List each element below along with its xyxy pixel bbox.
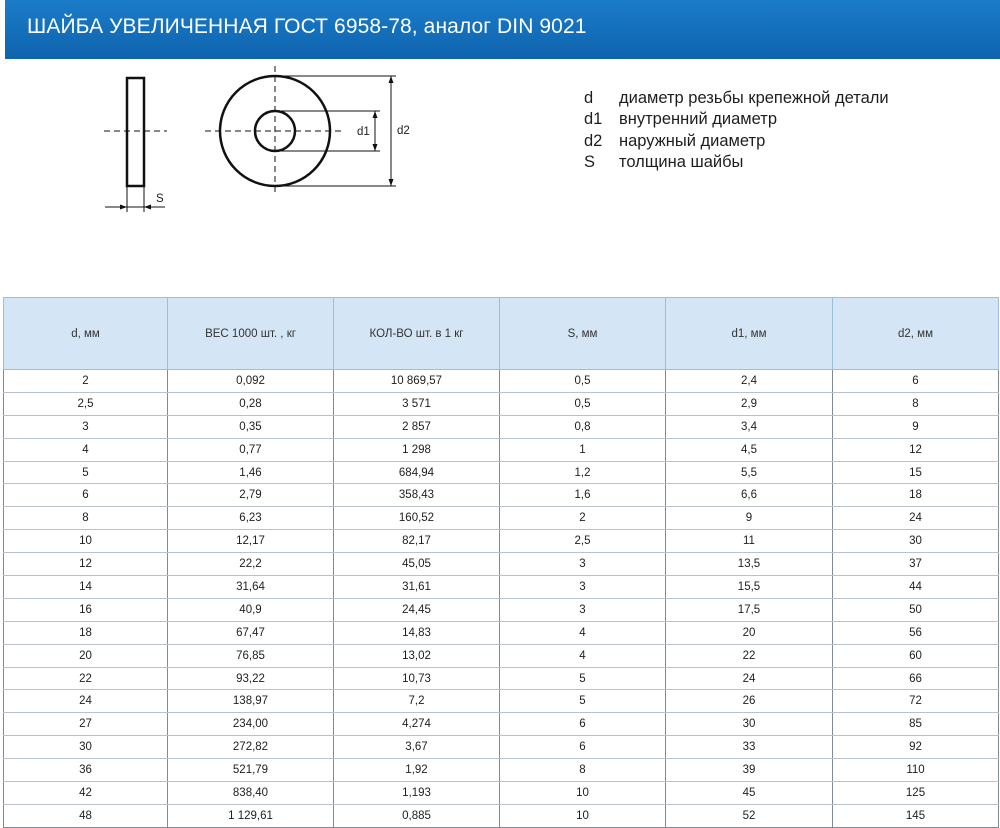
- cell-d1: 45: [666, 782, 833, 805]
- cell-d: 5: [4, 461, 168, 484]
- legend-text: толщина шайбы: [619, 152, 744, 171]
- cell-d: 2: [4, 370, 168, 393]
- cell-s: 5: [500, 667, 666, 690]
- cell-d: 18: [4, 621, 168, 644]
- cell-weight: 1,46: [168, 461, 334, 484]
- cell-weight: 0,28: [168, 392, 334, 415]
- cell-d1: 2,9: [666, 392, 833, 415]
- column-header-d2: d2, мм: [833, 298, 999, 370]
- cell-d1: 13,5: [666, 553, 833, 576]
- cell-d1: 22: [666, 644, 833, 667]
- cell-quantity: 4,274: [334, 713, 500, 736]
- page-title: ШАЙБА УВЕЛИЧЕННАЯ ГОСТ 6958-78, аналог DIN 9021: [27, 15, 587, 38]
- cell-quantity: 10,73: [334, 667, 500, 690]
- cell-d1: 15,5: [666, 576, 833, 599]
- legend-row: [584, 109, 889, 130]
- cell-quantity: 358,43: [334, 484, 500, 507]
- cell-s: 8: [500, 759, 666, 782]
- cell-quantity: 3,67: [334, 736, 500, 759]
- cell-d: 10: [4, 530, 168, 553]
- cell-s: 10: [500, 804, 666, 827]
- cell-d1: 4,5: [666, 438, 833, 461]
- cell-weight: 234,00: [168, 713, 334, 736]
- table-header-row: [4, 298, 999, 370]
- cell-weight: 272,82: [168, 736, 334, 759]
- cell-weight: 2,79: [168, 484, 334, 507]
- label-d1: d1: [357, 126, 370, 138]
- cell-s: 0,5: [500, 392, 666, 415]
- cell-quantity: 82,17: [334, 530, 500, 553]
- cell-d1: 5,5: [666, 461, 833, 484]
- symbol-legend: [584, 88, 889, 173]
- cell-quantity: 2 857: [334, 415, 500, 438]
- table-row: [4, 759, 999, 782]
- cell-d1: 33: [666, 736, 833, 759]
- cell-d1: 11: [666, 530, 833, 553]
- cell-d: 42: [4, 782, 168, 805]
- cell-weight: 1 129,61: [168, 804, 334, 827]
- cell-d: 16: [4, 598, 168, 621]
- label-s: S: [156, 193, 164, 205]
- cell-s: 1: [500, 438, 666, 461]
- legend-symbol: S: [584, 152, 596, 171]
- cell-d2: 66: [833, 667, 999, 690]
- table-row: [4, 644, 999, 667]
- cell-d: 8: [4, 507, 168, 530]
- cell-d2: 110: [833, 759, 999, 782]
- cell-s: 1,6: [500, 484, 666, 507]
- legend-symbol: d1: [584, 110, 603, 129]
- cell-d2: 37: [833, 553, 999, 576]
- cell-weight: 521,79: [168, 759, 334, 782]
- cell-s: 0,8: [500, 415, 666, 438]
- cell-weight: 838,40: [168, 782, 334, 805]
- table-row: [4, 415, 999, 438]
- washer-front-view: [205, 66, 410, 196]
- cell-quantity: 1 298: [334, 438, 500, 461]
- cell-d1: 26: [666, 690, 833, 713]
- cell-weight: 12,17: [168, 530, 334, 553]
- cell-d1: 17,5: [666, 598, 833, 621]
- cell-weight: 0,35: [168, 415, 334, 438]
- cell-weight: 0,092: [168, 370, 334, 393]
- cell-s: 4: [500, 621, 666, 644]
- cell-quantity: 45,05: [334, 553, 500, 576]
- table-row: [4, 667, 999, 690]
- cell-d2: 18: [833, 484, 999, 507]
- cell-d: 20: [4, 644, 168, 667]
- cell-quantity: 684,94: [334, 461, 500, 484]
- cell-d2: 12: [833, 438, 999, 461]
- table-body: [4, 370, 999, 828]
- legend-row: [584, 131, 889, 152]
- cell-d: 48: [4, 804, 168, 827]
- cell-s: 10: [500, 782, 666, 805]
- cell-d2: 92: [833, 736, 999, 759]
- cell-quantity: 1,193: [334, 782, 500, 805]
- cell-d: 30: [4, 736, 168, 759]
- table-row: [4, 438, 999, 461]
- cell-s: 3: [500, 598, 666, 621]
- table-row: [4, 530, 999, 553]
- cell-s: 1,2: [500, 461, 666, 484]
- legend-symbol: d: [584, 89, 594, 107]
- cell-s: 0,5: [500, 370, 666, 393]
- cell-d1: 2,4: [666, 370, 833, 393]
- cell-s: 3: [500, 553, 666, 576]
- cell-d: 12: [4, 553, 168, 576]
- column-header-d1: d1, мм: [666, 298, 833, 370]
- cell-s: 5: [500, 690, 666, 713]
- cell-d2: 56: [833, 621, 999, 644]
- cell-d: 6: [4, 484, 168, 507]
- cell-d1: 24: [666, 667, 833, 690]
- label-d2: d2: [397, 125, 410, 137]
- title-banner: [5, 0, 1000, 59]
- cell-weight: 138,97: [168, 690, 334, 713]
- column-header-d: d, мм: [4, 298, 168, 370]
- table-row: [4, 804, 999, 827]
- cell-quantity: 160,52: [334, 507, 500, 530]
- cell-d2: 72: [833, 690, 999, 713]
- legend-symbol: d2: [584, 131, 603, 150]
- cell-weight: 22,2: [168, 553, 334, 576]
- cell-weight: 76,85: [168, 644, 334, 667]
- cell-d1: 52: [666, 804, 833, 827]
- table-row: [4, 713, 999, 736]
- cell-s: 6: [500, 736, 666, 759]
- cell-d1: 20: [666, 621, 833, 644]
- cell-weight: 93,22: [168, 667, 334, 690]
- cell-d: 22: [4, 667, 168, 690]
- cell-d: 3: [4, 415, 168, 438]
- cell-quantity: 7,2: [334, 690, 500, 713]
- table-row: [4, 484, 999, 507]
- cell-quantity: 0,885: [334, 804, 500, 827]
- table-row: [4, 392, 999, 415]
- table-row: [4, 782, 999, 805]
- cell-weight: 40,9: [168, 598, 334, 621]
- table-row: [4, 736, 999, 759]
- cell-d: 14: [4, 576, 168, 599]
- cell-d: 36: [4, 759, 168, 782]
- cell-s: 4: [500, 644, 666, 667]
- cell-s: 2,5: [500, 530, 666, 553]
- table-row: [4, 507, 999, 530]
- cell-d2: 24: [833, 507, 999, 530]
- table-row: [4, 690, 999, 713]
- washer-side-view: [104, 78, 167, 212]
- cell-d: 4: [4, 438, 168, 461]
- table-row: [4, 370, 999, 393]
- cell-d2: 15: [833, 461, 999, 484]
- cell-d1: 39: [666, 759, 833, 782]
- cell-quantity: 24,45: [334, 598, 500, 621]
- legend-text: наружный диаметр: [619, 131, 766, 150]
- cell-s: 3: [500, 576, 666, 599]
- table-row: [4, 621, 999, 644]
- cell-weight: 6,23: [168, 507, 334, 530]
- cell-quantity: 13,02: [334, 644, 500, 667]
- table-row: [4, 576, 999, 599]
- legend-row: [584, 152, 889, 173]
- washer-side-profile: [127, 78, 144, 186]
- column-header-weight: ВЕС 1000 шт. , кг: [168, 298, 334, 370]
- cell-d2: 30: [833, 530, 999, 553]
- cell-d2: 8: [833, 392, 999, 415]
- cell-d2: 44: [833, 576, 999, 599]
- cell-quantity: 10 869,57: [334, 370, 500, 393]
- cell-d2: 145: [833, 804, 999, 827]
- column-header-quantity: КОЛ-ВО шт. в 1 кг: [334, 298, 500, 370]
- column-header-s: S, мм: [500, 298, 666, 370]
- cell-d2: 125: [833, 782, 999, 805]
- cell-quantity: 31,61: [334, 576, 500, 599]
- cell-quantity: 3 571: [334, 392, 500, 415]
- cell-d2: 9: [833, 415, 999, 438]
- cell-d1: 9: [666, 507, 833, 530]
- table-row: [4, 553, 999, 576]
- legend-text: диаметр резьбы крепежной детали: [619, 89, 889, 107]
- cell-d: 24: [4, 690, 168, 713]
- cell-quantity: 14,83: [334, 621, 500, 644]
- cell-quantity: 1,92: [334, 759, 500, 782]
- cell-s: 2: [500, 507, 666, 530]
- cell-weight: 67,47: [168, 621, 334, 644]
- cell-d: 2,5: [4, 392, 168, 415]
- cell-d1: 30: [666, 713, 833, 736]
- legend-row: [584, 88, 889, 109]
- cell-d2: 60: [833, 644, 999, 667]
- cell-d2: 50: [833, 598, 999, 621]
- cell-d: 27: [4, 713, 168, 736]
- table-row: [4, 461, 999, 484]
- table-row: [4, 598, 999, 621]
- cell-weight: 31,64: [168, 576, 334, 599]
- cell-d2: 85: [833, 713, 999, 736]
- cell-d1: 3,4: [666, 415, 833, 438]
- cell-s: 6: [500, 713, 666, 736]
- washer-spec-table: [3, 297, 999, 828]
- legend-text: внутренний диаметр: [619, 110, 778, 129]
- washer-drawing: [0, 60, 440, 220]
- cell-weight: 0,77: [168, 438, 334, 461]
- cell-d1: 6,6: [666, 484, 833, 507]
- cell-d2: 6: [833, 370, 999, 393]
